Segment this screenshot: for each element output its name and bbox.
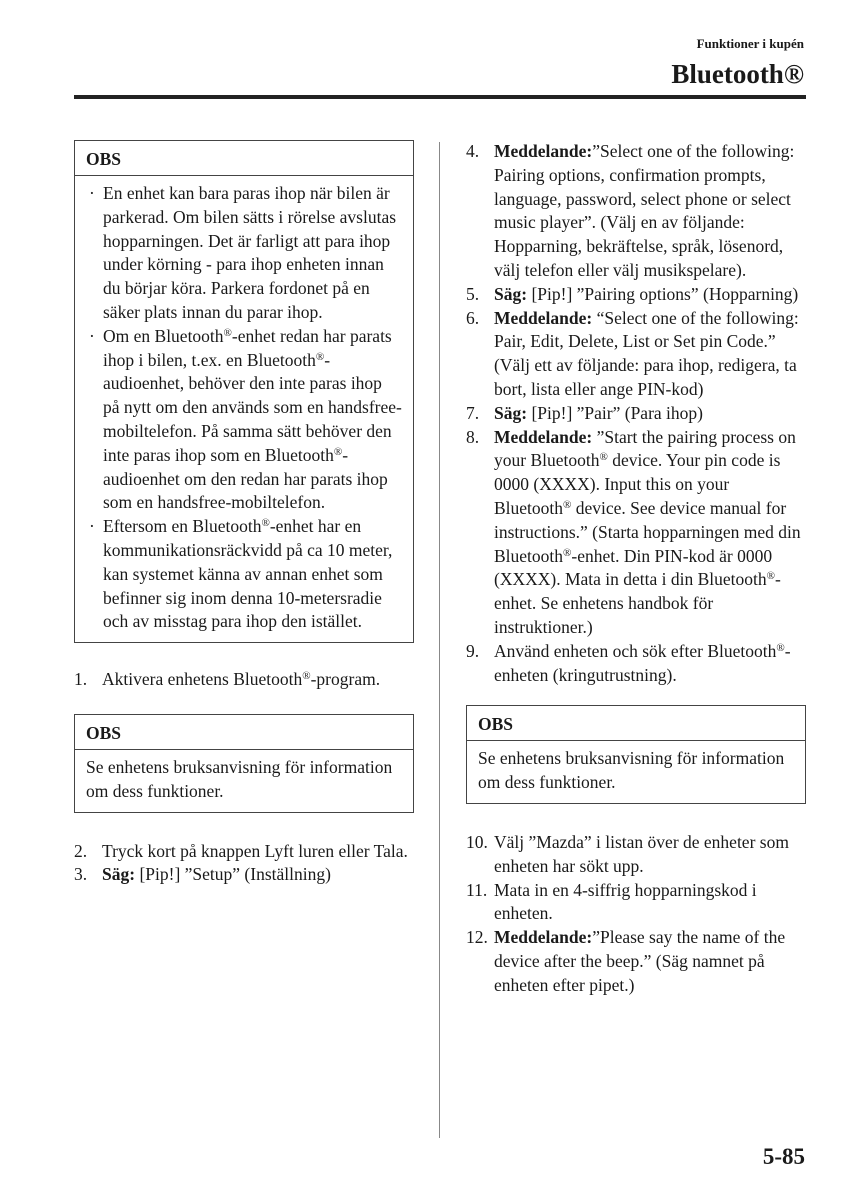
step-3: 3. Säg: [Pip!] ”Setup” (Inställning) (74, 863, 414, 887)
obs-bullet (86, 182, 402, 325)
step-number: 10. (466, 831, 488, 852)
step-9: 9. Använd enheten och sök efter Bluetooth®-enheten (kringutrustning). (466, 640, 791, 685)
obs-heading: OBS (75, 715, 413, 750)
step-8: 8. Meddelande: ”Start the pairing process on your Bluetooth® device. Your pin code is 0000 (XXXX). Input this on your Bluetooth® device. See device manual for instructions.” (Starta hopparningen med din Bluetooth®-enhet. Din PIN-kod är 0000 (XXXX). Mata in detta i din Bluetooth®-enhet. Se enhetens handbok för instruktioner.) (466, 426, 801, 637)
step-5: 5. Säg: [Pip!] ”Pairing options” (Hopparning) (466, 283, 806, 307)
column-divider (439, 142, 440, 1138)
registered-mark: ® (599, 451, 608, 464)
step-6: 6. Meddelande: “Select one of the following: Pair, Edit, Delete, List or Set pin Code.” (Välj ett av följande: para ihop, redigera, ta bort, lista eller ange PIN-kod) (466, 307, 799, 399)
step-number: 6. (466, 307, 480, 328)
step-12: 12. Meddelande:”Please say the name of the device after the beep.” (Säg namnet på enheten efter pipet.) (466, 927, 786, 995)
obs-body: Se enhetens bruksanvisning för information om dess funktioner. (86, 756, 393, 801)
bullet-dot: · (89, 183, 95, 203)
obs-heading: OBS (467, 706, 805, 741)
registered-mark: ® (261, 517, 270, 530)
step-number: 5. (466, 283, 480, 304)
registered-mark: ® (563, 546, 572, 559)
bullet-text: Eftersom en Bluetooth®-enhet har en kommunikationsräckvidd på ca 10 meter, kan systemet känna av annan enhet som befinner sig inom denna 10-metersradie och av misstag para ihop den istället. (103, 516, 393, 632)
bullet-text: Om en Bluetooth®-enhet redan har parats ihop i bilen, t.ex. en Bluetooth®-audioenhet, behöver den inte paras ihop på nytt om den används som en handsfree-mobiltelefon. På samma sätt behöver den inte paras ihop som en Bluetooth®-audioenhet om den redan har parats ihop som en handsfree-mobiltelefon. (103, 325, 402, 513)
registered-mark: ® (776, 641, 785, 654)
obs-heading: OBS (75, 141, 413, 176)
right-column (466, 140, 806, 998)
bullet-text: En enhet kan bara paras ihop när bilen är parkerad. Om bilen sätts i rörelse avslutas hopparningen. Det är farligt att para ihop under körning - para ihop enheten innan du börjar köra. Parkera fordonet på en säker plats innan du parar ihop. (103, 183, 397, 322)
step-list (466, 140, 806, 687)
step-list (466, 831, 806, 998)
page-number: 5-85 (762, 1144, 805, 1169)
step-list (74, 668, 414, 692)
registered-mark: ® (315, 350, 325, 363)
step-2: 2. Tryck kort på knappen Lyft luren eller Tala. (74, 840, 414, 864)
registered-mark: ® (563, 498, 572, 511)
bullet-dot: · (89, 516, 95, 537)
obs-box-pairing-notes (74, 140, 414, 643)
step-number: 1. (74, 669, 88, 690)
obs-box-manual (466, 705, 806, 804)
obs-bullet (86, 515, 402, 634)
obs-body: Se enhetens bruksanvisning för information om dess funktioner. (478, 748, 785, 793)
page-header (74, 36, 804, 90)
page-title: Bluetooth® (671, 59, 804, 89)
step-4: 4. Meddelande:”Select one of the following: Pairing options, confirmation prompts, language, password, select phone or select music player”. (Välj en av följande: Hopparning, bekräftelse, språk, lösenord, välj telefon eller välj musikspelare). (466, 141, 795, 280)
step-7: 7. Säg: [Pip!] ”Pair” (Para ihop) (466, 402, 806, 426)
left-column (74, 140, 414, 887)
obs-box-manual (74, 714, 414, 813)
step-number: 3. (74, 864, 88, 885)
step-number: 7. (466, 402, 480, 423)
header-rule (74, 95, 806, 99)
step-number: 11. (466, 879, 488, 900)
registered-mark: ® (333, 445, 343, 458)
obs-body (75, 176, 413, 642)
step-1: 1. Aktivera enhetens Bluetooth®-program. (74, 668, 414, 692)
step-list (74, 840, 414, 888)
registered-mark: ® (223, 326, 232, 339)
step-11: 11. Mata in en 4-siffrig hopparningskod i enheten. (466, 879, 757, 924)
registered-mark: ® (766, 570, 776, 583)
step-number: 4. (466, 141, 480, 161)
step-number: 8. (466, 426, 480, 447)
bullet-dot: · (89, 325, 95, 346)
registered-mark: ® (302, 670, 311, 683)
step-number: 2. (74, 840, 88, 861)
step-10: 10. Välj ”Mazda” i listan över de enheter som enheten har sökt upp. (466, 831, 789, 876)
step-number: 9. (466, 640, 480, 661)
step-number: 12. (466, 927, 488, 948)
section-label: Funktioner i kupén (696, 36, 804, 51)
obs-bullet (86, 325, 402, 515)
